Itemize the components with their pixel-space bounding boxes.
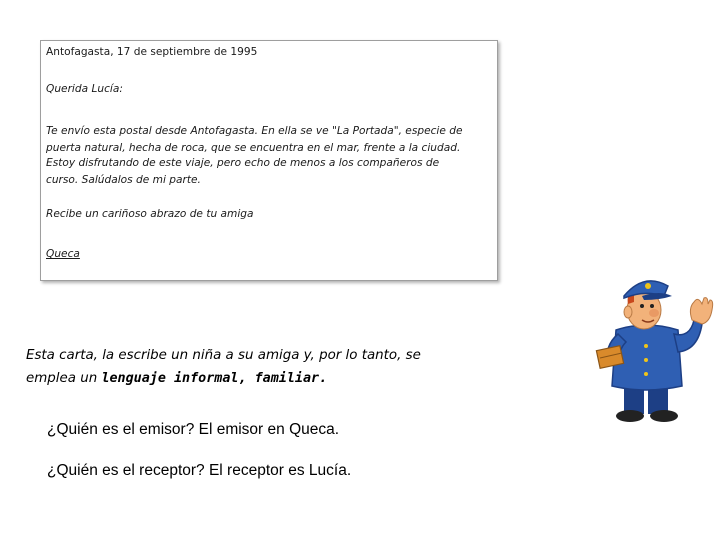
explanation-line-1: Esta carta, la escribe un niña a su amiga y, por lo tanto, se [26, 348, 421, 363]
letter-date: Antofagasta, 17 de septiembre de 1995 [46, 46, 258, 58]
letter-greeting: Querida Lucía: [46, 83, 123, 95]
postman-cap-badge [645, 283, 651, 289]
question-emisor: ¿Quién es el emisor? El emisor en Queca. [47, 421, 340, 438]
postman-eye-right [650, 304, 654, 308]
postman-waving-hand [690, 298, 712, 324]
postman-left-shoe [616, 410, 644, 422]
letter-paragraph-1-line-1: Te envío esta postal desde Antofagasta. En ella se ve "La Portada", especie de [46, 125, 463, 137]
letter-closing: Recibe un cariñoso abrazo de tu amiga [46, 208, 254, 220]
postman-illustration [586, 268, 716, 426]
letter-paragraph-2-line-1: Estoy disfrutando de este viaje, pero echo de menos a los compañeros de [46, 157, 440, 169]
postman-button-2 [644, 358, 648, 362]
question-receptor: ¿Quién es el receptor? El receptor es Lucía. [47, 462, 352, 479]
postman-eye-left [640, 304, 644, 308]
letter-paragraph-1 [46, 123, 462, 157]
explanation-text [26, 344, 546, 390]
postman-button-3 [644, 372, 648, 376]
postman-button-1 [644, 344, 648, 348]
explanation-line-2-bold: lenguaje informal, familiar. [101, 371, 328, 386]
letter-paragraph-2-line-2: curso. Salúdalos de mi parte. [46, 174, 201, 186]
explanation-line-2 [26, 367, 546, 390]
letter-signature: Queca [46, 248, 80, 260]
letter-postcard [40, 40, 498, 281]
postman-right-arm [674, 320, 702, 352]
postman-ear [624, 306, 632, 318]
letter-paragraph-1-line-2: puerta natural, hecha de roca, que se encuentra en el mar, frente a la ciudad. [46, 142, 461, 154]
letter-paragraph-2 [46, 155, 439, 189]
explanation-line-2-prefix: emplea un [26, 371, 102, 386]
postman-nose [649, 309, 659, 317]
postman-right-shoe [650, 410, 678, 422]
